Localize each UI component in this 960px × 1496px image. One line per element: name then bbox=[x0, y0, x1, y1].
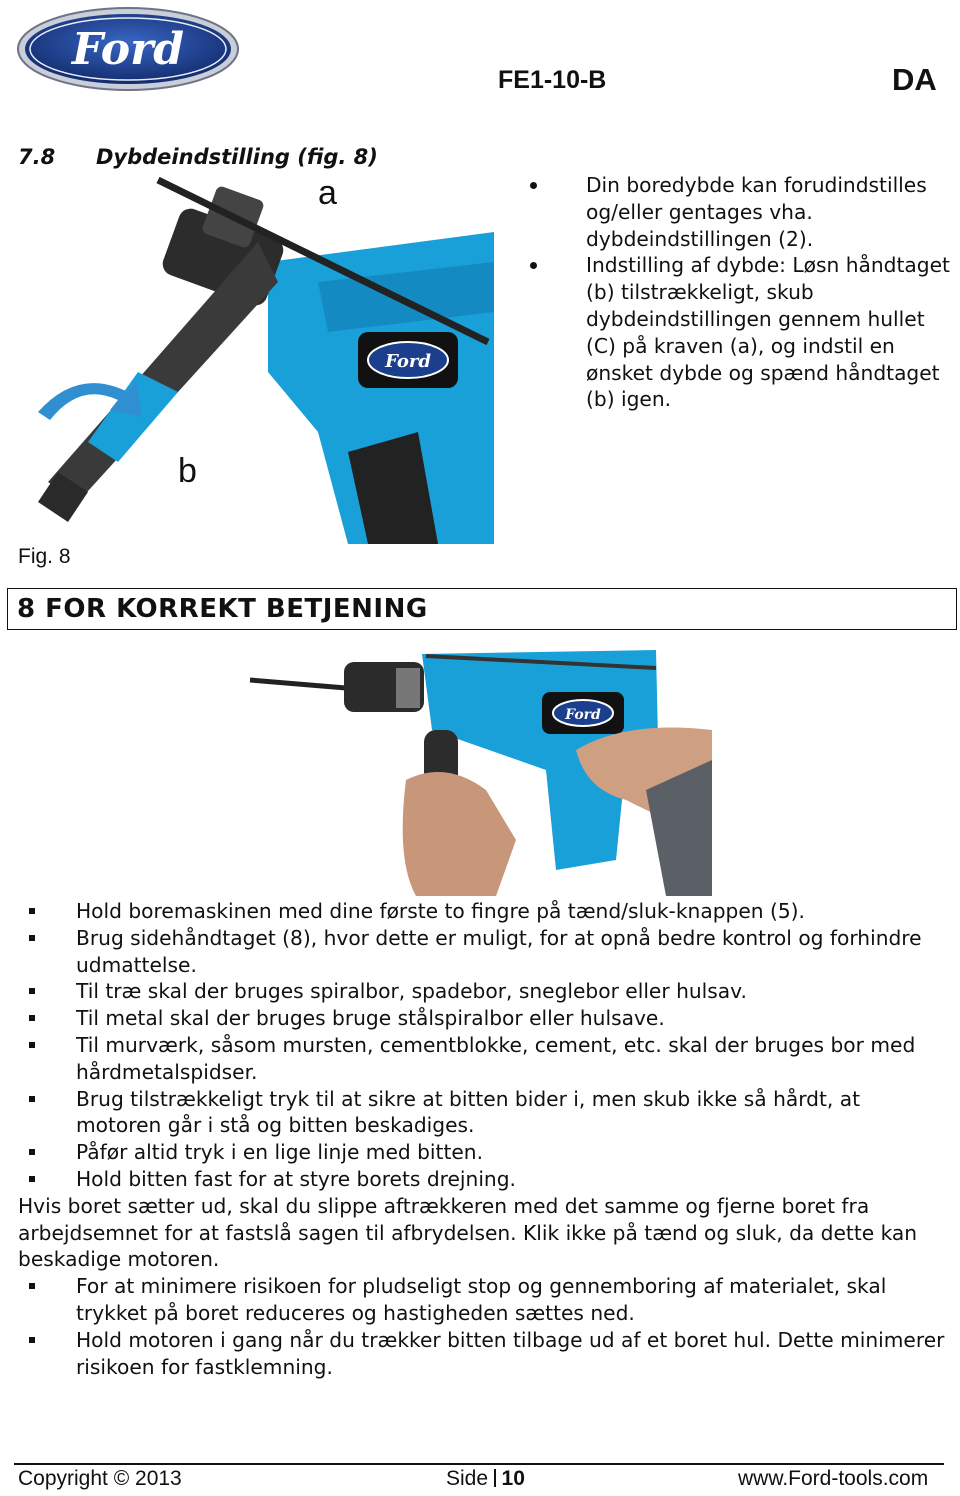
list-item: Påfør altid tryk i en lige linje med bitten. bbox=[18, 1139, 948, 1166]
drill-in-hands-image bbox=[246, 640, 712, 896]
bullet-square bbox=[29, 1149, 35, 1155]
list-item: Hold motoren i gang når du trækker bitten tilbage ud af et boret hul. Dette minimerer risikoen for fastklemning. bbox=[18, 1327, 948, 1381]
page-number: 10 bbox=[501, 1467, 525, 1490]
list-item: Hold bitten fast for at styre borets drejning. bbox=[18, 1166, 948, 1193]
list-item: Til murværk, såsom mursten, cementblokke, cement, etc. skal der bruges bor med hårdmetalspidser. bbox=[18, 1032, 948, 1086]
list-item: For at minimere risikoen for pludseligt stop og gennemboring af materialet, skal trykket på boret reduceres og hastigheden sættes ned. bbox=[18, 1273, 948, 1327]
footer-website: www.Ford-tools.com bbox=[738, 1467, 929, 1490]
ford-logo bbox=[16, 6, 240, 92]
list-item: Brug tilstrækkeligt tryk til at sikre at bitten bider i, men skub ikke så hårdt, at motoren går i stå og bitten beskadiges. bbox=[18, 1086, 948, 1140]
operation-instructions bbox=[18, 898, 948, 1380]
list-item: Til træ skal der bruges spiralbor, spadebor, sneglebor eller hulsav. bbox=[18, 978, 948, 1005]
list-item: Din boredybde kan forudindstilles og/eller gentages vha. dybdeindstillingen (2). bbox=[530, 172, 950, 252]
list-item: Brug sidehåndtaget (8), hvor dette er muligt, for at opnå bedre kontrol og forhindre udmattelse. bbox=[18, 925, 948, 979]
bullet-square bbox=[29, 1096, 35, 1102]
model-number: FE1-10-B bbox=[498, 66, 607, 94]
list-item: Indstilling af dybde: Løsn håndtaget (b) tilstrækkeligt, skub dybdeindstillingen gennem hullet (C) på kraven (a), og indstil en ønsket dybde og spænd håndtaget (b) igen. bbox=[530, 252, 950, 413]
figure-8-depth-adjustment-image bbox=[18, 172, 494, 544]
ford-logo-text: Ford bbox=[71, 24, 185, 75]
figure-label-a: a bbox=[318, 174, 337, 212]
stall-paragraph: Hvis boret sætter ud, skal du slippe aftrækkeren med det samme og fjerne boret fra arbejdsemnet for at fastslå sagen til afbrydelsen. Klik ikke på tænd og sluk, da dette kan beskadige motoren. bbox=[18, 1193, 918, 1272]
page-separator bbox=[494, 1469, 496, 1487]
bullet-square bbox=[29, 1337, 35, 1343]
operation-list-2 bbox=[18, 1273, 948, 1380]
bullet-square bbox=[29, 935, 35, 941]
bullet-square bbox=[29, 1015, 35, 1021]
drill-badge-text-2: Ford bbox=[565, 707, 601, 723]
page-label: Side bbox=[446, 1467, 489, 1490]
figure-label-b: b bbox=[178, 452, 197, 490]
bullet-square bbox=[29, 1042, 35, 1048]
section-8-title: 8 FOR KORREKT BETJENING bbox=[17, 594, 428, 624]
operation-list-1 bbox=[18, 898, 948, 1193]
bullet-square bbox=[29, 1283, 35, 1289]
bullet-square bbox=[29, 908, 35, 914]
section-7-8-title: Dybdeindstilling (fig. 8) bbox=[96, 145, 378, 169]
footer-divider bbox=[14, 1463, 944, 1465]
depth-adjustment-list bbox=[530, 172, 950, 413]
footer-page bbox=[446, 1467, 525, 1491]
bullet-square bbox=[29, 988, 35, 994]
bullet-square bbox=[29, 1176, 35, 1182]
section-7-8-heading bbox=[18, 145, 378, 169]
section-8-heading-box bbox=[7, 588, 957, 630]
drill-badge-text: Ford bbox=[385, 351, 431, 372]
section-7-8-number: 7.8 bbox=[18, 145, 56, 169]
figure-caption: Fig. 8 bbox=[18, 545, 71, 568]
language-code: DA bbox=[892, 62, 937, 97]
list-item: Hold boremaskinen med dine første to fingre på tænd/sluk-knappen (5). bbox=[18, 898, 948, 925]
bullet-dot bbox=[530, 262, 537, 269]
footer-copyright: Copyright © 2013 bbox=[18, 1467, 182, 1490]
bullet-dot bbox=[530, 182, 537, 189]
list-item: Til metal skal der bruges bruge stålspiralbor eller hulsave. bbox=[18, 1005, 948, 1032]
